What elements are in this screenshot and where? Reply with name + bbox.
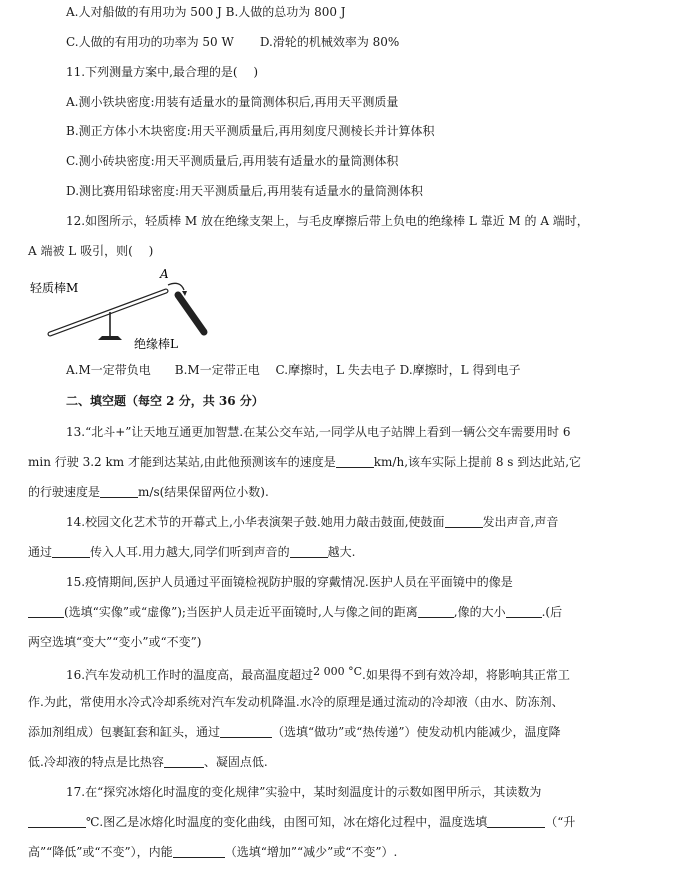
rotation-arrow: [168, 283, 184, 290]
q13-blank-1[interactable]: [336, 455, 374, 468]
q11-option-d: D.测比赛用铅球密度:用天平测质量后,再用装有适量水的量筒测体积: [66, 184, 423, 198]
q16-temperature: 2 000 °C: [313, 665, 362, 678]
q12-stem-line1: 12.如图所示，轻质棒 M 放在绝缘支架上，与毛皮摩擦后带上负电的绝缘棒 L 靠近 M 的 A 端时，: [66, 214, 589, 228]
q14-line1-text-a: 14.校园文化艺术节的开幕式上,小华表演架子鼓.她用力敲击鼓面,使鼓面: [66, 515, 445, 529]
q15-blank-1[interactable]: [28, 605, 64, 618]
q14-blank-1[interactable]: [445, 515, 483, 528]
q17-line2: [28, 814, 575, 830]
q13-line3-text-a: 的行驶速度是: [28, 485, 101, 499]
figure-label-m: 轻质棒M: [30, 281, 79, 295]
q14-line2-text-a: 通过: [28, 545, 53, 559]
rotation-arrow-head: [182, 291, 187, 296]
q15-line2: [28, 604, 562, 620]
q16-line4-text-b: 、凝固点低.: [203, 755, 268, 769]
q14-blank-3[interactable]: [290, 545, 328, 558]
q10-options-line1: A.人对船做的有用功为 500 J B.人做的总功为 800 J: [66, 5, 346, 19]
q16-line3: [28, 724, 561, 740]
figure-label-l: 绝缘棒L: [134, 337, 178, 351]
q16-line3-text-b: （选填“做功”或“热传递”）使发动机内能减少，温度降: [272, 725, 561, 739]
q14-line1: [66, 514, 558, 530]
q15-line2-text-b: ,像的大小: [453, 605, 506, 619]
q14-blank-2[interactable]: [52, 545, 90, 558]
q15-line2-text-c: .(后: [541, 605, 563, 619]
q13-line2-text-b: km/h,该车实际上提前 8 s 到达此站,它: [373, 455, 582, 469]
q15-line1: 15.疫情期间,医护人员通过平面镜检视防护服的穿戴情况.医护人员在平面镜中的像是: [66, 575, 513, 589]
q16-line1-text-a: 16.汽车发动机工作时的温度高，最高温度超过: [66, 668, 314, 682]
q14-line2-text-b: 传入人耳.用力越大,同学们听到声音的: [90, 545, 290, 559]
q17-line1: 17.在“探究冰熔化时温度的变化规律”实验中，某时刻温度计的示数如图甲所示，其读数为: [66, 785, 542, 799]
q16-line4-text-a: 低.冷却液的特点是比热容: [28, 755, 164, 769]
q13-blank-2[interactable]: [100, 485, 138, 498]
q16-line1: [66, 664, 570, 683]
q17-line3-text-a: 高”“降低”或“不变”），内能: [28, 845, 173, 859]
q17-line2-text-a: ℃.图乙是冰熔化时温度的变化曲线，由图可知，冰在熔化过程中，温度选填: [86, 815, 488, 829]
q16-line4: [28, 754, 268, 770]
q15-line2-text-a: (选填“实像”或“虚像”);当医护人员走近平面镜时,人与像之间的距离: [64, 605, 418, 619]
q13-line3-text-b: m/s(结果保留两位小数).: [138, 485, 269, 499]
q11-option-a: A.测小铁块密度:用装有适量水的量筒测体积后,再用天平测质量: [66, 95, 399, 109]
q17-line3: [28, 844, 397, 860]
q16-line2: 作.为此，常使用水冷式冷却系统对汽车发动机降温.水冷的原理是通过流动的冷却液（由水、防冻剂、: [28, 695, 564, 709]
q12-stem-line2: A 端被 L 吸引，则( ): [28, 244, 154, 258]
q12-figure: [28, 268, 218, 352]
q12-figure-svg: [28, 268, 218, 352]
q16-line3-text-a: 添加剂组成）包裹缸套和缸头，通过: [28, 725, 221, 739]
q17-blank-2[interactable]: [487, 815, 545, 828]
q10-options-line2: [66, 34, 399, 50]
insulating-rod-l: [178, 295, 204, 332]
light-rod-m-inner: [50, 291, 166, 334]
q13-line2-text-a: min 行驶 3.2 km 才能到达某站,由此他预测该车的速度是: [28, 455, 336, 469]
q11-option-c: C.测小砖块密度:用天平测质量后,再用装有适量水的量筒测体积: [66, 154, 399, 168]
stand-base: [98, 336, 122, 340]
q17-blank-1[interactable]: [28, 815, 86, 828]
section-heading: 二、填空题（每空 2 分，共 36 分）: [66, 394, 264, 408]
q16-blank-1[interactable]: [220, 725, 272, 738]
figure-label-a: A: [160, 268, 169, 281]
q13-line3: [28, 484, 269, 500]
q15-blank-2[interactable]: [418, 605, 454, 618]
q13-line1: 13.“北斗+”让天地互通更加智慧.在某公交车站,一同学从电子站牌上看到一辆公交车需要用时 6: [66, 425, 571, 439]
q13-line2: [28, 454, 581, 470]
q16-blank-2[interactable]: [164, 755, 204, 768]
q14-line1-text-b: 发出声音,声音: [482, 515, 559, 529]
q11-option-b: B.测正方体小木块密度:用天平测质量后,再用刻度尺测棱长并计算体积: [66, 124, 435, 138]
q14-line2: [28, 544, 355, 560]
q15-blank-3[interactable]: [506, 605, 542, 618]
q10-option-d: D.滑轮的机械效率为 80%: [259, 35, 400, 49]
q12-options: A.M一定带负电 B.M一定带正电 C.摩擦时，L 失去电子 D.摩擦时，L 得到电子: [66, 363, 521, 377]
q17-line3-text-b: （选填“增加”“减少”或“不变”）.: [224, 845, 398, 859]
q10-option-c: C.人做的有用功的功率为 50 W: [66, 35, 234, 49]
q16-line1-text-b: .如果得不到有效冷却，将影响其正常工: [362, 668, 570, 682]
q17-blank-3[interactable]: [173, 845, 225, 858]
q11-stem: 11.下列测量方案中,最合理的是( ): [66, 65, 259, 79]
q15-line3: 两空选填“变大”“变小”或“不变”): [28, 635, 202, 649]
q14-line2-text-c: 越大.: [327, 545, 356, 559]
q17-line2-text-b: （“升: [545, 815, 576, 829]
